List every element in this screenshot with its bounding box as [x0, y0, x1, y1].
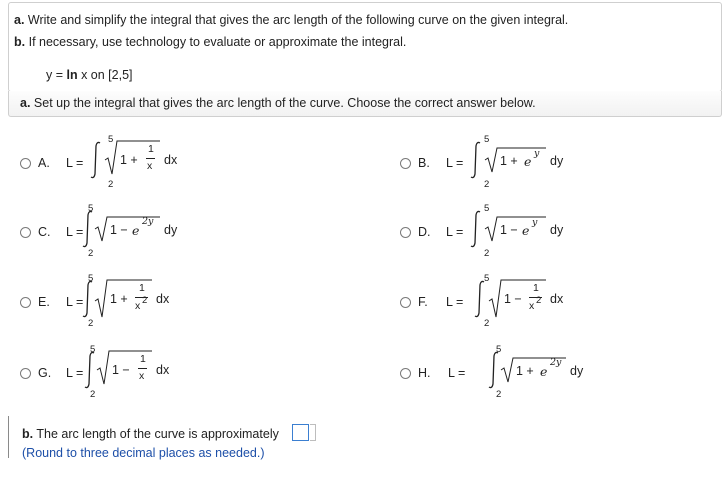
integral-sign-icon [474, 279, 488, 319]
option-letter: G. [38, 366, 52, 380]
upper-limit: 5 [90, 344, 96, 355]
option-letter: B. [418, 156, 430, 170]
upper-limit: 5 [484, 273, 490, 284]
option-a[interactable]: A. L = 5 2 1 + 1 x dx [20, 134, 340, 196]
option-letter: A. [38, 156, 50, 170]
radio-button[interactable] [400, 158, 411, 169]
lower-limit: 2 [496, 389, 502, 400]
upper-limit: 5 [484, 134, 490, 145]
integral-sign-icon [470, 209, 484, 249]
option-lhs: L = [446, 225, 464, 239]
upper-limit: 5 [88, 203, 94, 214]
rounding-hint: (Round to three decimal places as needed.) [22, 446, 265, 460]
question-line-a: a. Write and simplify the integral that gives the arc length of the following curve on the given integral. [14, 13, 569, 27]
option-lhs: L = [66, 156, 84, 170]
radio-button[interactable] [20, 158, 31, 169]
radio-button[interactable] [20, 227, 31, 238]
option-h[interactable]: H. L = 5 2 1 + e 2y dy [400, 344, 720, 406]
upper-limit: 5 [496, 344, 502, 355]
option-lhs: L = [66, 366, 84, 380]
option-lhs: L = [446, 156, 464, 170]
option-lhs: L = [448, 366, 466, 380]
option-letter: H. [418, 366, 431, 380]
answer-input-handle [310, 424, 316, 441]
lower-limit: 2 [88, 318, 94, 329]
question-line-b: b. If necessary, use technology to evaluate or approximate the integral. [14, 35, 407, 49]
radio-button[interactable] [400, 297, 411, 308]
option-letter: D. [418, 225, 431, 239]
upper-limit: 5 [108, 134, 114, 145]
lower-limit: 2 [108, 179, 114, 190]
option-d[interactable]: D. L = 5 2 1 − e y dy [400, 203, 720, 265]
option-lhs: L = [66, 225, 84, 239]
curve-definition: y = ln x on [2,5] [46, 68, 133, 82]
radio-button[interactable] [20, 368, 31, 379]
lower-limit: 2 [484, 179, 490, 190]
part-a-prompt: a. Set up the integral that gives the arc length of the curve. Choose the correct answer below. [20, 96, 536, 110]
radio-button[interactable] [400, 227, 411, 238]
option-lhs: L = [66, 295, 84, 309]
answer-input[interactable] [292, 424, 309, 441]
upper-limit: 5 [88, 273, 94, 284]
part-b-indicator [8, 416, 12, 458]
option-letter: E. [38, 295, 50, 309]
lower-limit: 2 [90, 389, 96, 400]
lower-limit: 2 [484, 318, 490, 329]
option-e[interactable]: E. L = 5 2 1 + 1 x 2 dx [20, 273, 340, 335]
option-b[interactable]: B. L = 5 2 1 + e y dy [400, 134, 720, 196]
upper-limit: 5 [484, 203, 490, 214]
lower-limit: 2 [484, 248, 490, 259]
option-lhs: L = [446, 295, 464, 309]
radio-button[interactable] [20, 297, 31, 308]
option-letter: C. [38, 225, 51, 239]
integral-sign-icon [470, 140, 484, 180]
lower-limit: 2 [88, 248, 94, 259]
integral-sign-icon [90, 140, 104, 180]
option-f[interactable]: F. L = 5 2 1 − 1 x 2 dx [400, 273, 720, 335]
option-c[interactable]: C. L = 5 2 1 − e 2y dy [20, 203, 340, 265]
option-g[interactable]: G. L = 5 2 1 − 1 x dx [20, 344, 340, 406]
radio-button[interactable] [400, 368, 411, 379]
option-letter: F. [418, 295, 428, 309]
part-b-prompt: b. The arc length of the curve is approximately [22, 427, 279, 441]
